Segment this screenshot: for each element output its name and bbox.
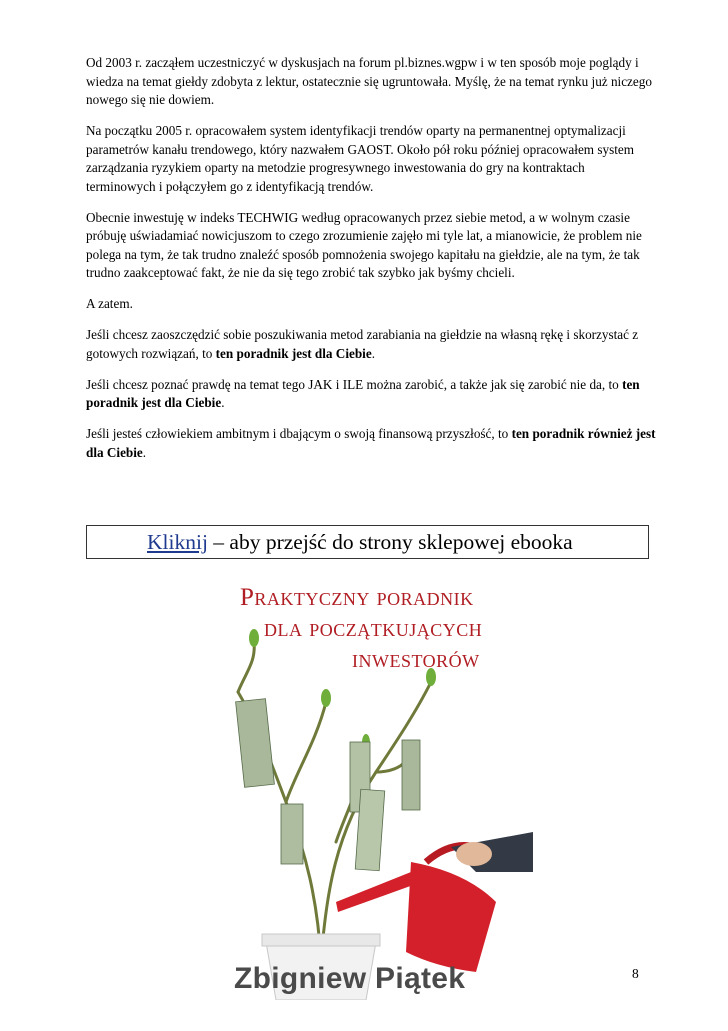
- paragraph-3: Obecnie inwestuję w indeks TECHWIG według opracowanych przez siebie metod, a w wolnym czasie próbuję uświadamiać nowicjuszom to czego zrozumienie zajęło mi tyle lat, a mianowicie, że problem nie polega na tym, że tak trudno znaleźć sposób pomnożenia swojego kapitału na giełdzie, ale na tym, że tak trudno zaakceptować fakt, że nie da się tego zrobić tak szybko jak byśmy chcieli.: [86, 209, 642, 280]
- shop-link-description: – aby przejść do strony sklepowej ebooka: [207, 530, 573, 554]
- cover-author: Zbigniew Piątek: [234, 962, 466, 995]
- paragraph-6-bold: ten poradnik jest dla Ciebie: [86, 376, 640, 410]
- paragraph-7-text: Jeśli jesteś człowiekiem ambitnym i dbającym o swoją finansową przyszłość, to: [86, 426, 512, 441]
- shop-link[interactable]: Kliknij: [147, 530, 208, 554]
- paragraph-7-bold: ten poradnik również jest dla Ciebie: [86, 426, 656, 460]
- cover-title: [226, 582, 533, 675]
- paragraph-7-end: .: [142, 444, 147, 460]
- cover-title-line-2: dla początkujących: [264, 615, 483, 642]
- body-text: [86, 54, 656, 475]
- ebook-cover[interactable]: [226, 572, 533, 1000]
- paragraph-2: Na początku 2005 r. opracowałem system identyfikacji trendów oparty na permanentnej optymalizacji parametrów kanału trendowego, który nazwałem GAOST. Około pół roku później opracowałem system zarządzania ryzykiem oparty na metodzie progresywnego inwestowania do gry na kontraktach terminowych i połączyłem go z identyfikacją trendów.: [86, 123, 634, 194]
- paragraph-5: [86, 326, 656, 363]
- paragraph-6-text: Jeśli chcesz poznać prawdę na temat tego JAK i ILE można zarobić, a także jak się zarobić nie da, to: [86, 376, 623, 392]
- page-number: 8: [632, 966, 639, 981]
- paragraph-7: [86, 425, 656, 462]
- paragraph-5-bold: ten poradnik jest dla Ciebie: [215, 345, 372, 361]
- paragraph-5-end: .: [371, 345, 375, 361]
- cover-title-line-1: Praktyczny poradnik: [240, 584, 474, 611]
- paragraph-6-end: .: [221, 395, 225, 410]
- paragraph-4: A zatem.: [86, 296, 133, 311]
- paragraph-6: [86, 376, 656, 413]
- paragraph-1: Od 2003 r. zacząłem uczestniczyć w dyskusjach na forum pl.biznes.wgpw i w ten sposób moje poglądy i wiedza na temat giełdy zdobyta z lektur, ostatecznie się ugruntowała. Myślę, że na temat rynku już niczego nowego się nie dowiem.: [86, 55, 652, 107]
- shop-link-box: [86, 525, 649, 559]
- cover-title-line-3: inwestorów: [352, 646, 480, 673]
- paragraph-5-text: Jeśli chcesz zaoszczędzić sobie poszukiwania metod zarabiania na giełdzie na własną rękę i skorzystać z gotowych rozwiązań, to: [86, 327, 639, 361]
